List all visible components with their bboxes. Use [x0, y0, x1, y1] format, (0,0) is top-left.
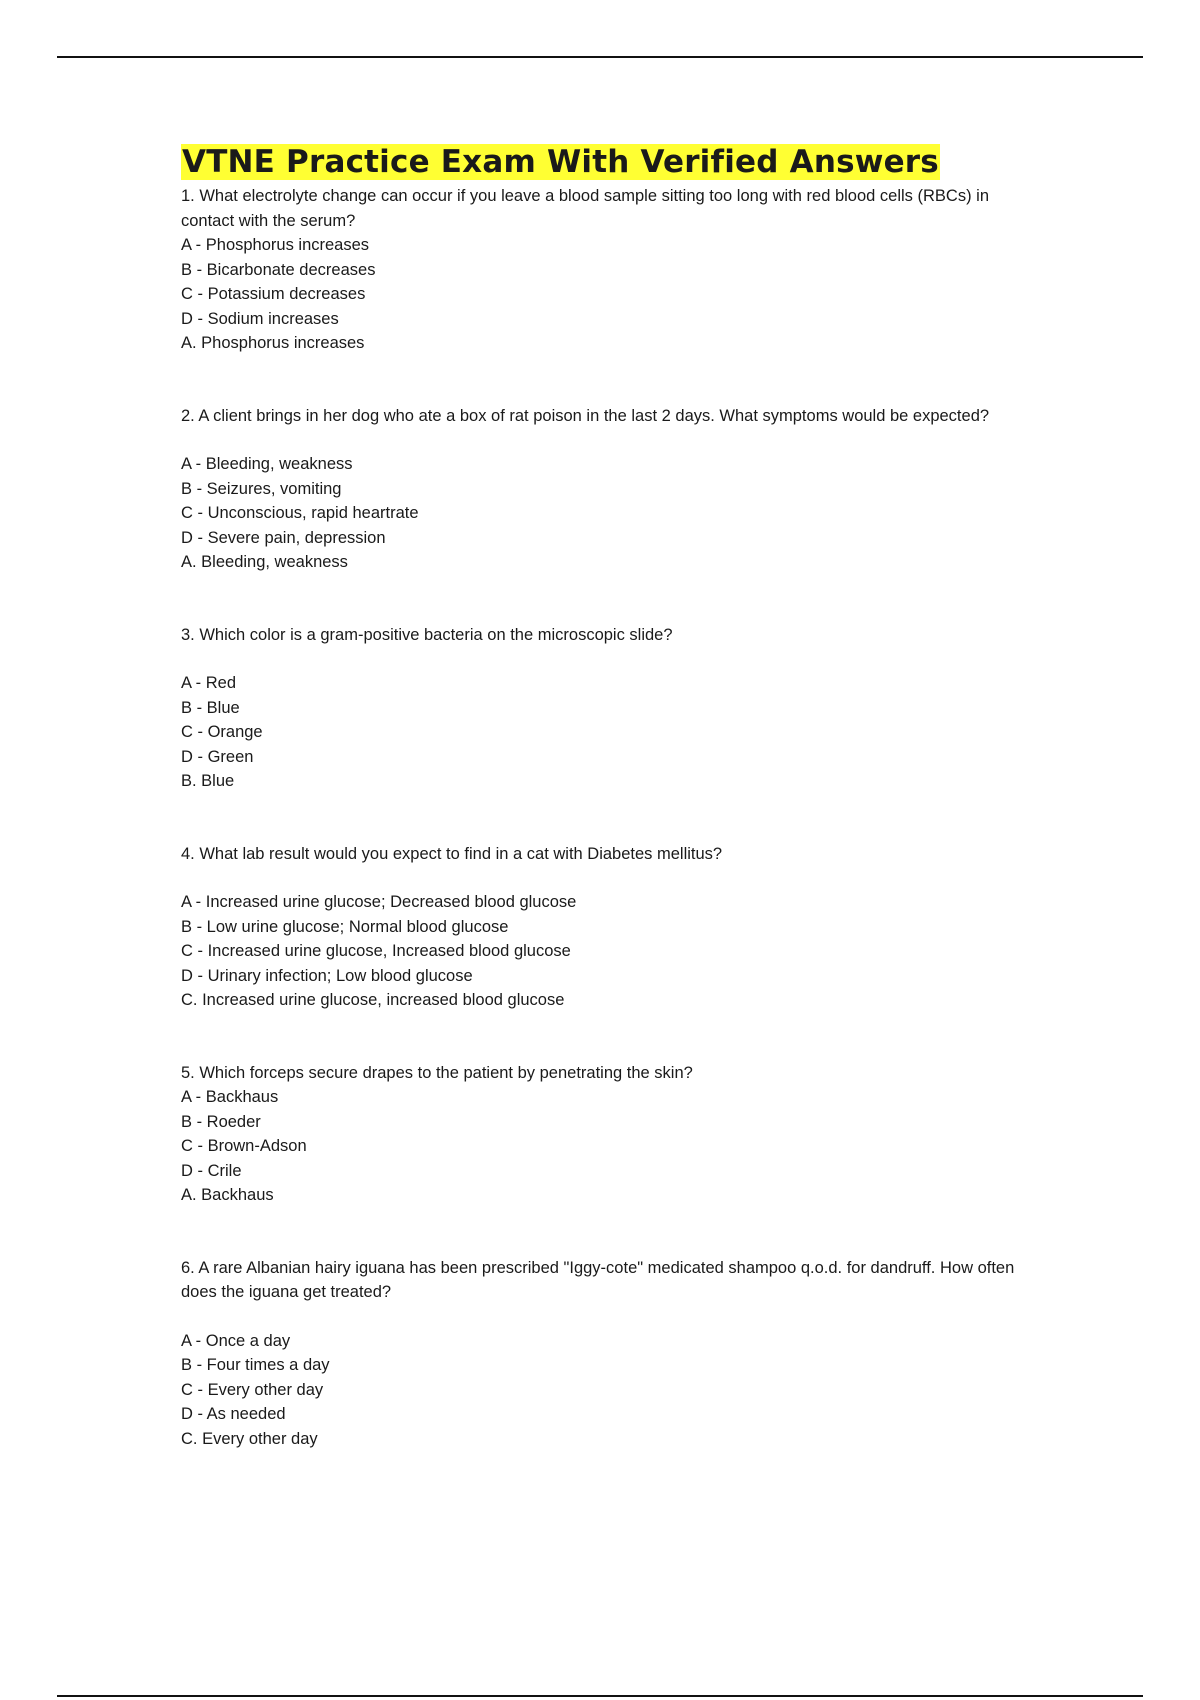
- correct-answer: B. Blue: [181, 772, 235, 790]
- option-c: C - Increased urine glucose, Increased blood glucose: [181, 942, 571, 960]
- correct-answer: A. Bleeding, weakness: [181, 553, 348, 571]
- question-2: [181, 404, 1021, 575]
- answer-options: [181, 890, 1021, 988]
- option-d: D - Sodium increases: [181, 309, 339, 328]
- option-b: B - Seizures, vomiting: [181, 479, 342, 498]
- answer-options: [181, 671, 1021, 769]
- option-a: A - Backhaus: [181, 1088, 279, 1106]
- option-d: D - As needed: [181, 1405, 286, 1423]
- answer-options: [181, 452, 1021, 550]
- option-b: B - Four times a day: [181, 1356, 330, 1374]
- answer-options: [181, 1329, 1021, 1427]
- question-6: [181, 1256, 1021, 1452]
- document-title: VTNE Practice Exam With Verified Answers: [182, 144, 939, 180]
- option-b: B - Blue: [181, 698, 240, 717]
- question-text: 6. A rare Albanian hairy iguana has been prescribed "Iggy-cote" medicated shampoo q.o.d. for dandruff. How often does the iguana get treated?: [181, 1258, 1015, 1301]
- question-5: [181, 1061, 1021, 1208]
- question-text: 1. What electrolyte change can occur if you leave a blood sample sitting too long with red blood cells (RBCs) in contact with the serum?: [181, 187, 990, 230]
- question-4: [181, 842, 1021, 1013]
- correct-answer: A. Phosphorus increases: [181, 334, 365, 352]
- question-text: 4. What lab result would you expect to find in a cat with Diabetes mellitus?: [181, 844, 723, 863]
- option-d: D - Severe pain, depression: [181, 528, 386, 547]
- correct-answer: C. Increased urine glucose, increased blood glucose: [181, 991, 565, 1009]
- answer-options: [181, 233, 1021, 331]
- answer-options: [181, 1085, 1021, 1183]
- header-rule: [57, 56, 1143, 58]
- question-text: 3. Which color is a gram-positive bacteria on the microscopic slide?: [181, 625, 673, 644]
- option-c: C - Orange: [181, 723, 263, 741]
- option-b: B - Roeder: [181, 1112, 261, 1131]
- question-1: [181, 184, 1021, 356]
- option-c: C - Unconscious, rapid heartrate: [181, 504, 419, 522]
- option-a: A - Phosphorus increases: [181, 236, 370, 254]
- option-a: A - Increased urine glucose; Decreased blood glucose: [181, 893, 577, 911]
- option-a: A - Once a day: [181, 1331, 291, 1350]
- option-c: C - Potassium decreases: [181, 285, 366, 303]
- question-text: 2. A client brings in her dog who ate a box of rat poison in the last 2 days. What symptoms would be expected?: [181, 406, 990, 425]
- option-c: C - Every other day: [181, 1380, 324, 1399]
- correct-answer: C. Every other day: [181, 1429, 318, 1448]
- option-d: D - Urinary infection; Low blood glucose: [181, 966, 473, 985]
- question-3: [181, 623, 1021, 794]
- option-b: B - Bicarbonate decreases: [181, 260, 376, 279]
- document-body: [181, 144, 1021, 1451]
- option-a: A - Bleeding, weakness: [181, 455, 353, 473]
- option-a: A - Red: [181, 674, 237, 692]
- option-c: C - Brown-Adson: [181, 1137, 307, 1155]
- option-b: B - Low urine glucose; Normal blood glucose: [181, 917, 509, 936]
- footer-rule: [57, 1695, 1143, 1697]
- question-text: 5. Which forceps secure drapes to the patient by penetrating the skin?: [181, 1063, 693, 1082]
- option-d: D - Crile: [181, 1161, 242, 1180]
- correct-answer: A. Backhaus: [181, 1186, 274, 1204]
- option-d: D - Green: [181, 747, 254, 766]
